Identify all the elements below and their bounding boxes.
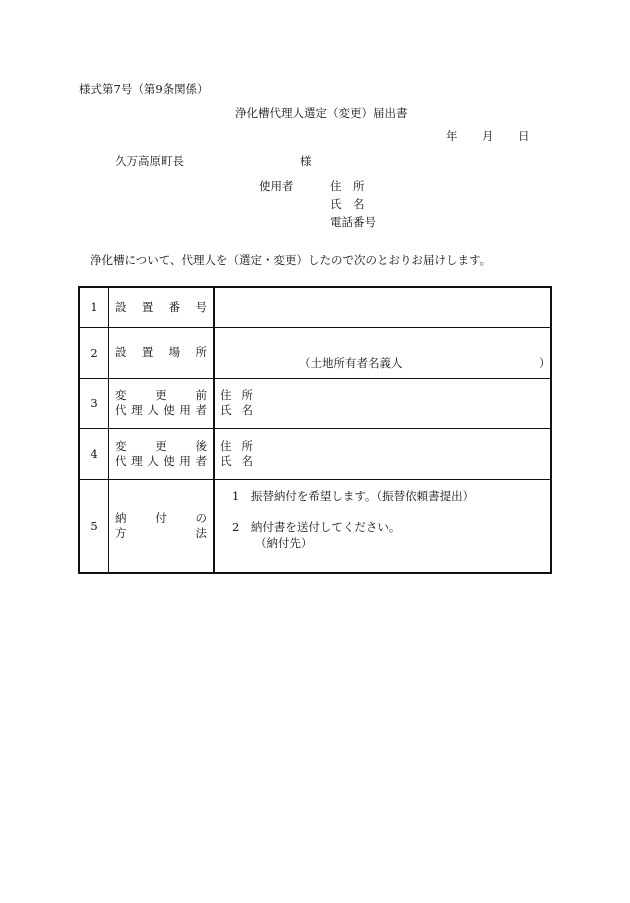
notification-table (78, 286, 552, 574)
table-row-before-change (79, 378, 551, 428)
label-char: 者 (195, 453, 207, 468)
label-char: 人 (147, 453, 159, 468)
date-day: 日 (518, 129, 530, 143)
row-label (109, 378, 215, 428)
after-change-field[interactable] (214, 428, 551, 479)
payment-method-field[interactable] (214, 479, 551, 573)
addressee-name: 久万高原町長 (115, 154, 184, 168)
label-char: 人 (147, 403, 159, 417)
label-char: 場 (168, 345, 181, 359)
table-row-payment-method (79, 479, 551, 573)
form-reference: 様式第7号（第9条関係） (79, 82, 209, 96)
label-char: の (195, 510, 207, 525)
applicant-name-label: 氏 名 (330, 197, 365, 211)
row-number: 3 (79, 378, 109, 428)
installation-location-field[interactable] (214, 327, 551, 378)
label-char: 設 (115, 345, 127, 359)
row-label (109, 287, 215, 327)
label-char: 設 (115, 299, 127, 314)
label-char: 代 (115, 453, 127, 468)
applicant-phone-label: 電話番号 (330, 215, 376, 229)
applicant-label: 使用者 (259, 179, 294, 193)
table-row-installation-location (79, 327, 551, 378)
label-char: 更 (155, 388, 167, 402)
label-char: 使 (163, 403, 175, 417)
landowner-label: （土地所有者名義人 (299, 355, 403, 370)
label-char: 方 (115, 525, 127, 540)
label-char: 理 (131, 403, 143, 417)
label-char: 前 (195, 388, 207, 402)
addressee-honorific: 様 (300, 154, 312, 168)
name-label: 氏 名 (220, 453, 253, 468)
statement-text: 浄化槽について、代理人を（選定・変更）したので次のとおりお届けします。 (90, 253, 492, 267)
row-number: 5 (79, 479, 109, 573)
label-char: 変 (115, 388, 127, 402)
label-char: 者 (195, 403, 207, 417)
table-row-installation-number (79, 287, 551, 327)
date-year: 年 (446, 129, 458, 143)
label-char: 用 (179, 403, 191, 417)
label-char: 更 (155, 438, 167, 453)
row-label (109, 428, 215, 479)
applicant-address-label: 住 所 (330, 179, 365, 193)
label-char: 付 (155, 510, 167, 525)
row-number: 2 (79, 327, 109, 378)
label-char: 代 (115, 403, 127, 417)
row-label (109, 479, 215, 573)
address-label: 住 所 (220, 438, 253, 453)
name-label: 氏 名 (220, 403, 253, 417)
label-char: 納 (115, 510, 127, 525)
payment-destination-label: （納付先） (255, 535, 313, 550)
label-char: 変 (115, 438, 127, 453)
label-char: 理 (131, 453, 143, 468)
row-number: 1 (79, 287, 109, 327)
label-char: 使 (163, 453, 175, 468)
payment-option-transfer[interactable]: 1 振替納付を希望します。（振替依頼書提出） (232, 488, 475, 503)
label-char: 所 (195, 345, 207, 359)
landowner-close-paren: ） (539, 355, 551, 370)
before-change-field[interactable] (214, 378, 551, 428)
table-row-after-change (79, 428, 551, 479)
label-char: 号 (195, 299, 207, 314)
label-char: 法 (195, 525, 207, 540)
document-title: 浄化槽代理人選定（変更）届出書 (235, 106, 408, 120)
label-char: 置 (141, 299, 154, 314)
row-number: 4 (79, 428, 109, 479)
label-char: 番 (168, 299, 181, 314)
installation-number-field[interactable] (214, 287, 551, 327)
address-label: 住 所 (220, 388, 253, 402)
label-char: 置 (141, 345, 154, 359)
row-label (109, 327, 215, 378)
payment-option-invoice[interactable]: 2 納付書を送付してください。 (232, 519, 401, 534)
label-char: 用 (179, 453, 191, 468)
date-month: 月 (482, 129, 494, 143)
label-char: 後 (195, 438, 207, 453)
